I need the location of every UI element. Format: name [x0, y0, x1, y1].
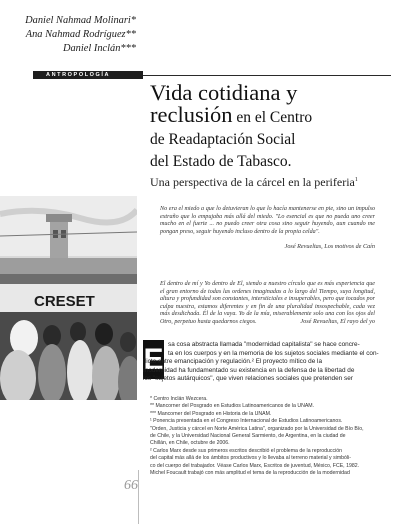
body-line: flicto entre emancipación y regulación.² El proyecto mítico de la	[143, 358, 323, 365]
epigraph-citation: José Revueltas, El rayo del yo	[300, 318, 375, 325]
title-line: del Estado de Tabasco.	[150, 153, 292, 170]
subtitle-text: Una perspectiva de la cárcel en la periferia	[150, 175, 355, 189]
article-title	[150, 82, 396, 173]
epigraph-citation: José Revueltas, Los motivos de Caín	[284, 243, 375, 250]
page-margin-rule	[138, 470, 139, 524]
body-line: los "sujetos autárquicos", que viven relaciones sociales que pretenden ser	[143, 375, 353, 383]
footnote-line: Michel Foucault trabajó con más amplitud el tema de la reproducción de la modernidad	[150, 470, 350, 477]
drop-cap: E	[143, 340, 164, 379]
author-list	[0, 14, 136, 57]
title-line: en el Centro	[232, 109, 313, 126]
article-subtitle	[150, 175, 396, 190]
footnote-marker: 1	[354, 177, 358, 183]
footnote-line: co del cuerpo del trabajador. Véase Carlos Marx, Escritos de juventud, México, FCE, 1982.	[150, 462, 360, 469]
footnote-line: ² Carlos Marx desde sus primeros escritos describió el problema de la reproducción	[150, 447, 343, 454]
footnote-line: "Orden, Justicia y cárcel en Norte América Latina", organizado por la Universidad de Bío Bío,	[150, 425, 364, 432]
body-paragraph	[168, 341, 379, 358]
body-paragraph-continued	[143, 358, 376, 384]
footnote-line: del capital más allá de los ámbitos productivos y lo llevaba al terreno material y simbóli-	[150, 455, 351, 462]
body-line: ta en los cuerpos y en la memoria de los sujetos sociales mediante el con-	[168, 349, 379, 357]
page-number: 66	[124, 478, 138, 493]
author-name: Daniel Inclán***	[62, 43, 136, 55]
footnote-line: ¹ Ponencia presentada en el Congreso Internacional de Estudios Latinoamericanos.	[150, 418, 343, 425]
author-name: Ana Nahmad Rodríguez**	[25, 29, 136, 41]
author-name: Daniel Nahmad Molinari*	[25, 15, 136, 26]
title-line: reclusión	[150, 102, 233, 127]
title-line: de Readaptación Social	[150, 131, 296, 148]
footnote-line: * Centro Inclán Wezcera.	[150, 396, 208, 402]
epigraph-quote: El dentro de mí y Yo dentro de El, siendo a nuestro círculo que es más experiencia que el gran entorno de todas las ordenes imaginadas a lo largo del Tiempo, suya longitud, altura y profundidad son constantes, intersticiales e insuperables, pero que tocados por culpa nuestra, estamos diferentes y en fin de una pluralidad insospechable, cada vez más desdichada. Él de la vaya. Yo de la mía, miserablemente solo una con los ojos del Otro, perpetuo hasta quedarnos ciegos.	[160, 281, 375, 325]
body-line: sa cosa abstracta llamada "modernidad capitalista" se hace concre-	[168, 341, 360, 348]
photo-sign-text: CRESET	[34, 293, 95, 310]
footnote-line: ** Mancorner del Posgrado en Estudios Latinoamericanos de la UNAM.	[150, 403, 315, 410]
title-line: Vida cotidiana y	[150, 80, 298, 105]
footnote-line: *** Mancorner del Posgrado en Historia de la UNAM.	[150, 410, 272, 417]
footnote-line: Chillán, en Chile, octubre de 2006.	[150, 440, 230, 447]
prison-photo	[0, 196, 137, 400]
section-divider	[143, 75, 391, 76]
epigraph-quote: No era el miedo a que lo detuvieran lo que lo hacía mantenerse en pie, sino un impulso extraño que lo empujaba más allá del miedo. "Lo esencial es que no pueda uno creer mucho en el fuerte ... no puedo creer otra cosa sino seguir huyendo, aun cuando me pongan preso, seguir huyendo incluso dentro de la propia celda".	[160, 206, 375, 235]
footnotes	[150, 396, 380, 477]
footnote-line: de Chile, y la Universidad Nacional General Sarmiento, de Argentina, en la ciudad de	[150, 433, 346, 440]
section-label: ANTROPOLOGÍA	[33, 71, 143, 79]
body-line: modernidad ha fundamentado su existencia en la defensa de la libertad de	[143, 366, 355, 374]
